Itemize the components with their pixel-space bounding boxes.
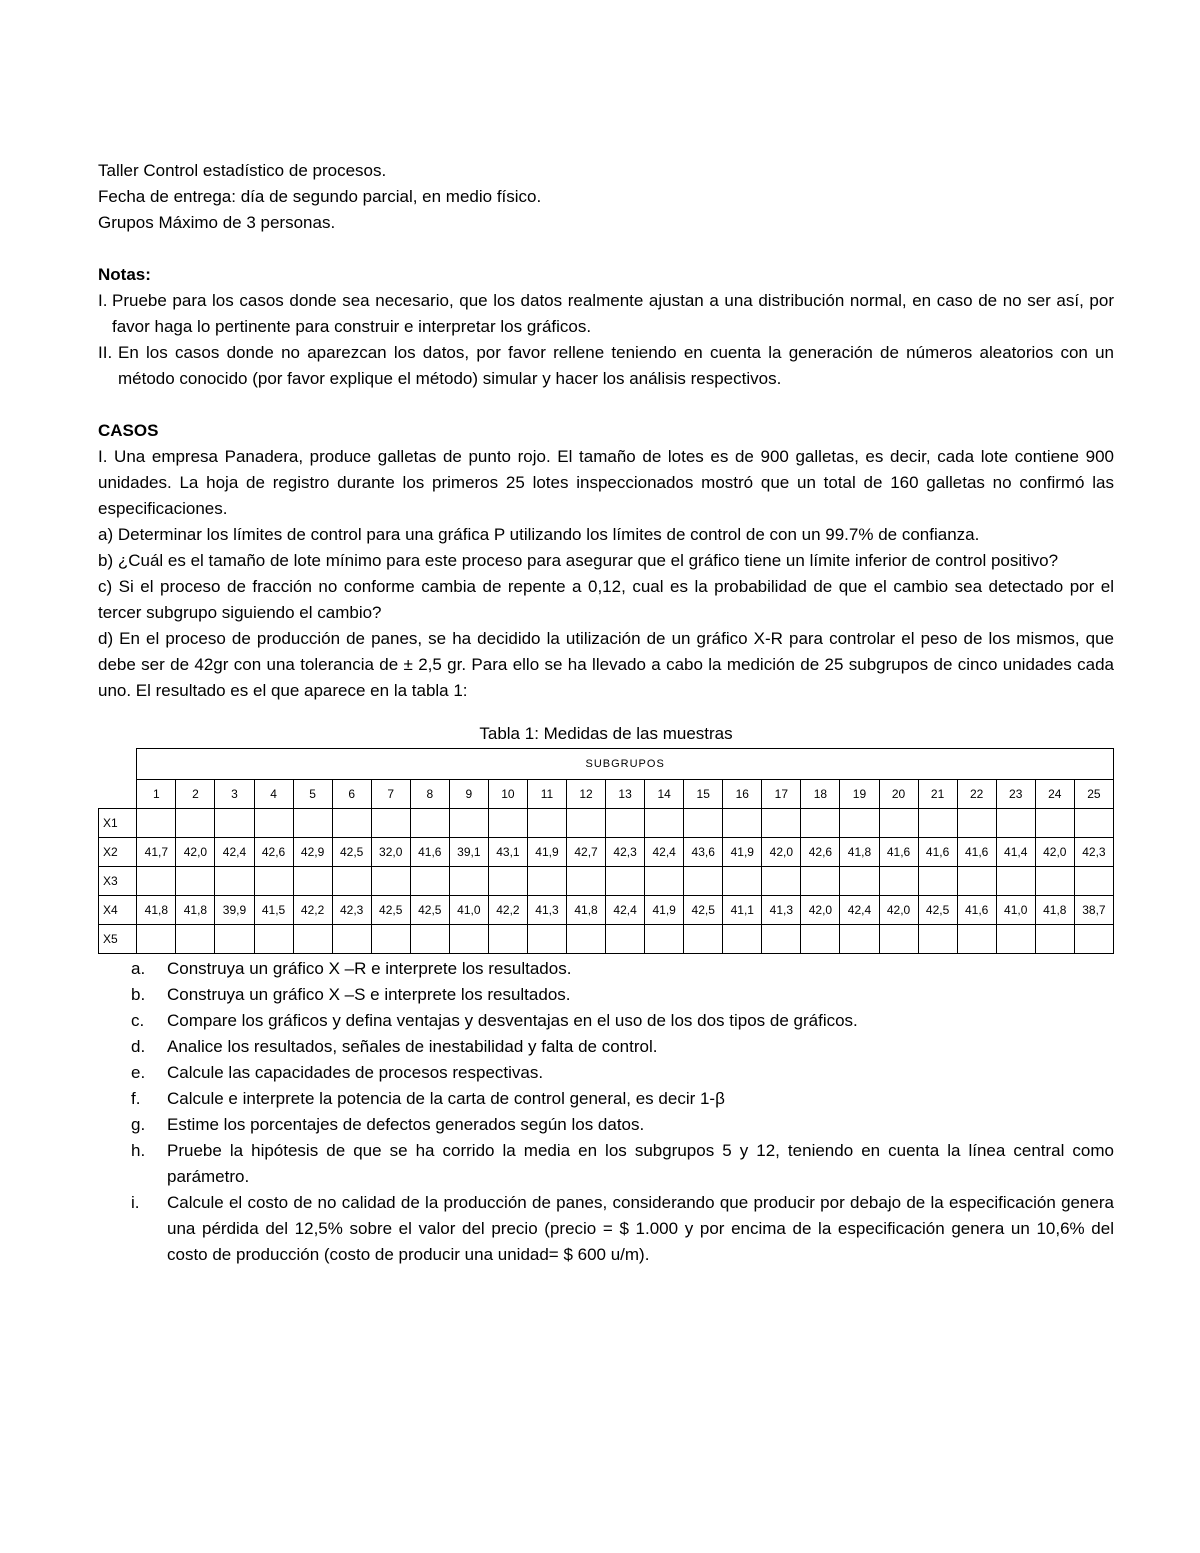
table-cell	[254, 867, 293, 896]
table-cell	[332, 925, 371, 954]
column-header-6: 6	[332, 780, 371, 809]
table-cell	[840, 809, 879, 838]
table-cell: 42,6	[254, 838, 293, 867]
table-cell	[684, 867, 723, 896]
note-2	[98, 340, 1114, 392]
note-2-text: En los casos donde no aparezcan los datos, por favor rellene teniendo en cuenta la generación de números aleatorios con un método conocido (por favor explique el método) simular y hacer los análisis respectivos.	[118, 343, 1114, 388]
table-cell	[293, 809, 332, 838]
table-cell: 41,8	[1035, 896, 1074, 925]
table-cell: 38,7	[1074, 896, 1113, 925]
table-cell: 41,6	[879, 838, 918, 867]
column-header-1: 1	[137, 780, 176, 809]
table-cell: 42,5	[684, 896, 723, 925]
table-cell: 39,9	[215, 896, 254, 925]
table-cell	[801, 925, 840, 954]
table-cell	[137, 925, 176, 954]
table-cell: 41,6	[957, 896, 996, 925]
column-header-21: 21	[918, 780, 957, 809]
table-cell	[176, 867, 215, 896]
note-2-number: II.	[98, 343, 113, 362]
table-cell	[449, 867, 488, 896]
table-cell	[215, 867, 254, 896]
document-title: Taller Control estadístico de procesos.	[98, 161, 387, 180]
table-cell: 42,5	[410, 896, 449, 925]
table-cell	[645, 809, 684, 838]
case-question-c: c) Si el proceso de fracción no conforme cambia de repente a 0,12, cual es la probabilidad de que el cambio sea detectado por el tercer subgrupo siguiendo el cambio?	[98, 577, 1114, 622]
column-header-11: 11	[527, 780, 566, 809]
list-item-text: Construya un gráfico X –R e interprete los resultados.	[167, 959, 572, 978]
column-header-12: 12	[567, 780, 606, 809]
table-row	[99, 925, 1114, 954]
table-cell	[762, 925, 801, 954]
list-item-text: Compare los gráficos y defina ventajas y desventajas en el uso de los dos tipos de gráficos.	[167, 1011, 858, 1030]
table-cell: 41,0	[996, 896, 1035, 925]
column-header-23: 23	[996, 780, 1035, 809]
table-cell: 42,0	[176, 838, 215, 867]
table-cell	[567, 925, 606, 954]
list-item-label: b.	[131, 985, 146, 1004]
table-row	[99, 809, 1114, 838]
table-cell	[801, 867, 840, 896]
table-cell	[371, 867, 410, 896]
table-cell: 41,0	[449, 896, 488, 925]
table-cell	[918, 925, 957, 954]
row-label: X3	[99, 867, 137, 896]
table-cell	[254, 809, 293, 838]
list-item-label: h.	[131, 1141, 146, 1160]
table-cell	[1074, 809, 1113, 838]
table-cell: 42,2	[488, 896, 527, 925]
table-cell: 43,6	[684, 838, 723, 867]
table-cell: 41,8	[567, 896, 606, 925]
table-cell	[684, 809, 723, 838]
table-cell	[1074, 867, 1113, 896]
table-cell: 42,5	[371, 896, 410, 925]
case-question-d: d) En el proceso de producción de panes, se ha decidido la utilización de un gráfico X-R para controlar el peso de los mismos, que debe ser de 42gr con una tolerancia de ± 2,5 gr. Para ello se ha llevado a cabo la medición de 25 subgrupos de cinco unidades cada uno. El resultado es el que aparece en la tabla 1:	[98, 629, 1114, 700]
column-header-20: 20	[879, 780, 918, 809]
table-cell: 41,6	[957, 838, 996, 867]
table-cell	[254, 925, 293, 954]
table-cell	[1035, 925, 1074, 954]
table-row	[99, 838, 1114, 867]
list-item-label: d.	[131, 1037, 146, 1056]
table-cell	[957, 925, 996, 954]
list-item-text: Calcule las capacidades de procesos respectivas.	[167, 1063, 544, 1082]
table-cell: 41,9	[527, 838, 566, 867]
column-header-17: 17	[762, 780, 801, 809]
table-cell: 41,3	[762, 896, 801, 925]
column-header-3: 3	[215, 780, 254, 809]
table-cell: 42,3	[332, 896, 371, 925]
table-cell	[1035, 809, 1074, 838]
list-item-label: f.	[131, 1089, 141, 1108]
table-cell	[176, 809, 215, 838]
row-label: X4	[99, 896, 137, 925]
table-cell	[1035, 867, 1074, 896]
table-cell: 42,0	[1035, 838, 1074, 867]
column-header-13: 13	[606, 780, 645, 809]
row-label: X2	[99, 838, 137, 867]
table-cell	[723, 809, 762, 838]
table-cell	[684, 925, 723, 954]
table-row	[99, 867, 1114, 896]
list-item	[98, 1086, 1114, 1112]
notes-heading: Notas:	[98, 265, 151, 284]
table-cell	[723, 867, 762, 896]
list-item-label: e.	[131, 1063, 146, 1082]
table-cell	[762, 867, 801, 896]
column-header-15: 15	[684, 780, 723, 809]
table-cell	[840, 925, 879, 954]
table-cell: 42,4	[606, 896, 645, 925]
list-item	[98, 1138, 1114, 1190]
measurements-table	[98, 748, 1114, 954]
table-cell	[567, 867, 606, 896]
table-cell	[957, 809, 996, 838]
list-item	[98, 1034, 1114, 1060]
table-cell: 42,2	[293, 896, 332, 925]
column-header-16: 16	[723, 780, 762, 809]
table-corner-2	[99, 780, 137, 809]
list-item-label: i.	[131, 1193, 140, 1212]
table-cell	[215, 809, 254, 838]
table-cell	[410, 809, 449, 838]
table-cell: 41,5	[254, 896, 293, 925]
table-cell	[410, 867, 449, 896]
table-cell: 41,9	[645, 896, 684, 925]
table-cell	[996, 867, 1035, 896]
column-header-25: 25	[1074, 780, 1113, 809]
table-cell: 42,6	[801, 838, 840, 867]
table-cell: 42,9	[293, 838, 332, 867]
table-cell	[606, 867, 645, 896]
table-cell: 42,0	[879, 896, 918, 925]
table-cell	[410, 925, 449, 954]
case-1-intro: I. Una empresa Panadera, produce galletas de punto rojo. El tamaño de lotes es de 900 galletas, es decir, cada lote contiene 900 unidades. La hoja de registro durante los primeros 25 lotes inspeccionados mostró que un total de 160 galletas no confirmó las especificaciones.	[98, 447, 1114, 518]
table-cell	[527, 867, 566, 896]
note-1-text: Pruebe para los casos donde sea necesario, que los datos realmente ajustan a una distribución normal, en caso de no ser así, por favor haga lo pertinente para construir e interpretar los gráficos.	[112, 291, 1114, 336]
table-caption: Tabla 1: Medidas de las muestras	[479, 724, 733, 743]
table-cell	[527, 925, 566, 954]
table-cell: 41,6	[410, 838, 449, 867]
table-cell	[449, 809, 488, 838]
table-cell: 41,6	[918, 838, 957, 867]
column-header-10: 10	[488, 780, 527, 809]
list-item	[98, 1190, 1114, 1268]
table-cell	[879, 925, 918, 954]
table-cell	[527, 809, 566, 838]
table-cell: 42,3	[606, 838, 645, 867]
table-cell: 42,7	[567, 838, 606, 867]
case-question-b: b) ¿Cuál es el tamaño de lote mínimo para este proceso para asegurar que el gráfico tiene un límite inferior de control positivo?	[98, 551, 1059, 570]
table-cell	[996, 809, 1035, 838]
list-item-text: Calcule e interprete la potencia de la carta de control general, es decir 1-β	[167, 1089, 725, 1108]
column-header-4: 4	[254, 780, 293, 809]
column-header-8: 8	[410, 780, 449, 809]
column-header-19: 19	[840, 780, 879, 809]
table-cell	[371, 925, 410, 954]
task-list	[98, 956, 1114, 1268]
table-cell	[332, 809, 371, 838]
table-cell: 42,3	[1074, 838, 1113, 867]
list-item-label: a.	[131, 959, 146, 978]
table-cell	[879, 809, 918, 838]
due-date: Fecha de entrega: día de segundo parcial, en medio físico.	[98, 187, 542, 206]
column-header-5: 5	[293, 780, 332, 809]
list-item	[98, 982, 1114, 1008]
table-cell: 42,4	[645, 838, 684, 867]
table-corner	[99, 749, 137, 780]
column-header-18: 18	[801, 780, 840, 809]
list-item	[98, 1112, 1114, 1138]
list-item	[98, 1008, 1114, 1034]
table-cell: 41,8	[840, 838, 879, 867]
subgroups-header: SUBGRUPOS	[137, 749, 1114, 780]
table-cell	[371, 809, 410, 838]
list-item-text: Construya un gráfico X –S e interprete los resultados.	[167, 985, 571, 1004]
list-item	[98, 956, 1114, 982]
table-cell: 42,5	[332, 838, 371, 867]
table-cell	[293, 867, 332, 896]
list-item-label: c.	[131, 1011, 145, 1030]
list-item-text: Analice los resultados, señales de inestabilidad y falta de control.	[167, 1037, 658, 1056]
document-page	[98, 158, 1114, 1268]
table-cell	[762, 809, 801, 838]
cases-heading: CASOS	[98, 421, 159, 440]
table-cell	[567, 809, 606, 838]
table-cell: 41,9	[723, 838, 762, 867]
table-cell: 41,1	[723, 896, 762, 925]
table-cell	[606, 809, 645, 838]
list-item-text: Estime los porcentajes de defectos generados según los datos.	[167, 1115, 645, 1134]
row-label: X1	[99, 809, 137, 838]
table-cell	[801, 809, 840, 838]
subgroup-number-row	[99, 780, 1114, 809]
table-cell	[645, 925, 684, 954]
table-cell	[1074, 925, 1113, 954]
table-cell	[293, 925, 332, 954]
table-cell: 43,1	[488, 838, 527, 867]
table-cell	[918, 867, 957, 896]
list-item	[98, 1060, 1114, 1086]
table-cell	[332, 867, 371, 896]
table-cell	[645, 867, 684, 896]
table-cell: 41,3	[527, 896, 566, 925]
table-cell	[996, 925, 1035, 954]
table-cell	[840, 867, 879, 896]
note-1	[98, 288, 1114, 340]
table-cell: 42,5	[918, 896, 957, 925]
table-cell: 42,0	[762, 838, 801, 867]
column-header-14: 14	[645, 780, 684, 809]
row-label: X5	[99, 925, 137, 954]
table-cell: 41,8	[137, 896, 176, 925]
table-cell	[957, 867, 996, 896]
table-cell	[137, 809, 176, 838]
table-cell	[488, 809, 527, 838]
group-size: Grupos Máximo de 3 personas.	[98, 213, 336, 232]
table-cell: 42,4	[215, 838, 254, 867]
table-cell: 42,4	[840, 896, 879, 925]
table-cell: 42,0	[801, 896, 840, 925]
table-cell	[215, 925, 254, 954]
column-header-2: 2	[176, 780, 215, 809]
table-cell	[137, 867, 176, 896]
note-1-number: I.	[98, 291, 108, 310]
table-cell	[918, 809, 957, 838]
column-header-22: 22	[957, 780, 996, 809]
table-cell	[488, 867, 527, 896]
case-question-a: a) Determinar los límites de control para una gráfica P utilizando los límites de control de con un 99.7% de confianza.	[98, 525, 980, 544]
column-header-24: 24	[1035, 780, 1074, 809]
column-header-9: 9	[449, 780, 488, 809]
table-cell	[176, 925, 215, 954]
table-cell	[488, 925, 527, 954]
table-cell	[879, 867, 918, 896]
table-row	[99, 896, 1114, 925]
table-cell: 32,0	[371, 838, 410, 867]
table-cell: 39,1	[449, 838, 488, 867]
list-item-text: Pruebe la hipótesis de que se ha corrido la media en los subgrupos 5 y 12, teniendo en cuenta la línea central como parámetro.	[167, 1141, 1114, 1186]
table-cell	[723, 925, 762, 954]
table-cell	[606, 925, 645, 954]
table-cell: 41,7	[137, 838, 176, 867]
list-item-text: Calcule el costo de no calidad de la producción de panes, considerando que producir por debajo de la especificación genera una pérdida del 12,5% sobre el valor del precio (precio = $ 1.000 y por encima de la especificación genera un 10,6% del costo de producción (costo de producir una unidad= $ 600 u/m).	[167, 1193, 1114, 1264]
table-cell: 41,4	[996, 838, 1035, 867]
column-header-7: 7	[371, 780, 410, 809]
table-cell: 41,8	[176, 896, 215, 925]
list-item-label: g.	[131, 1115, 146, 1134]
table-cell	[449, 925, 488, 954]
